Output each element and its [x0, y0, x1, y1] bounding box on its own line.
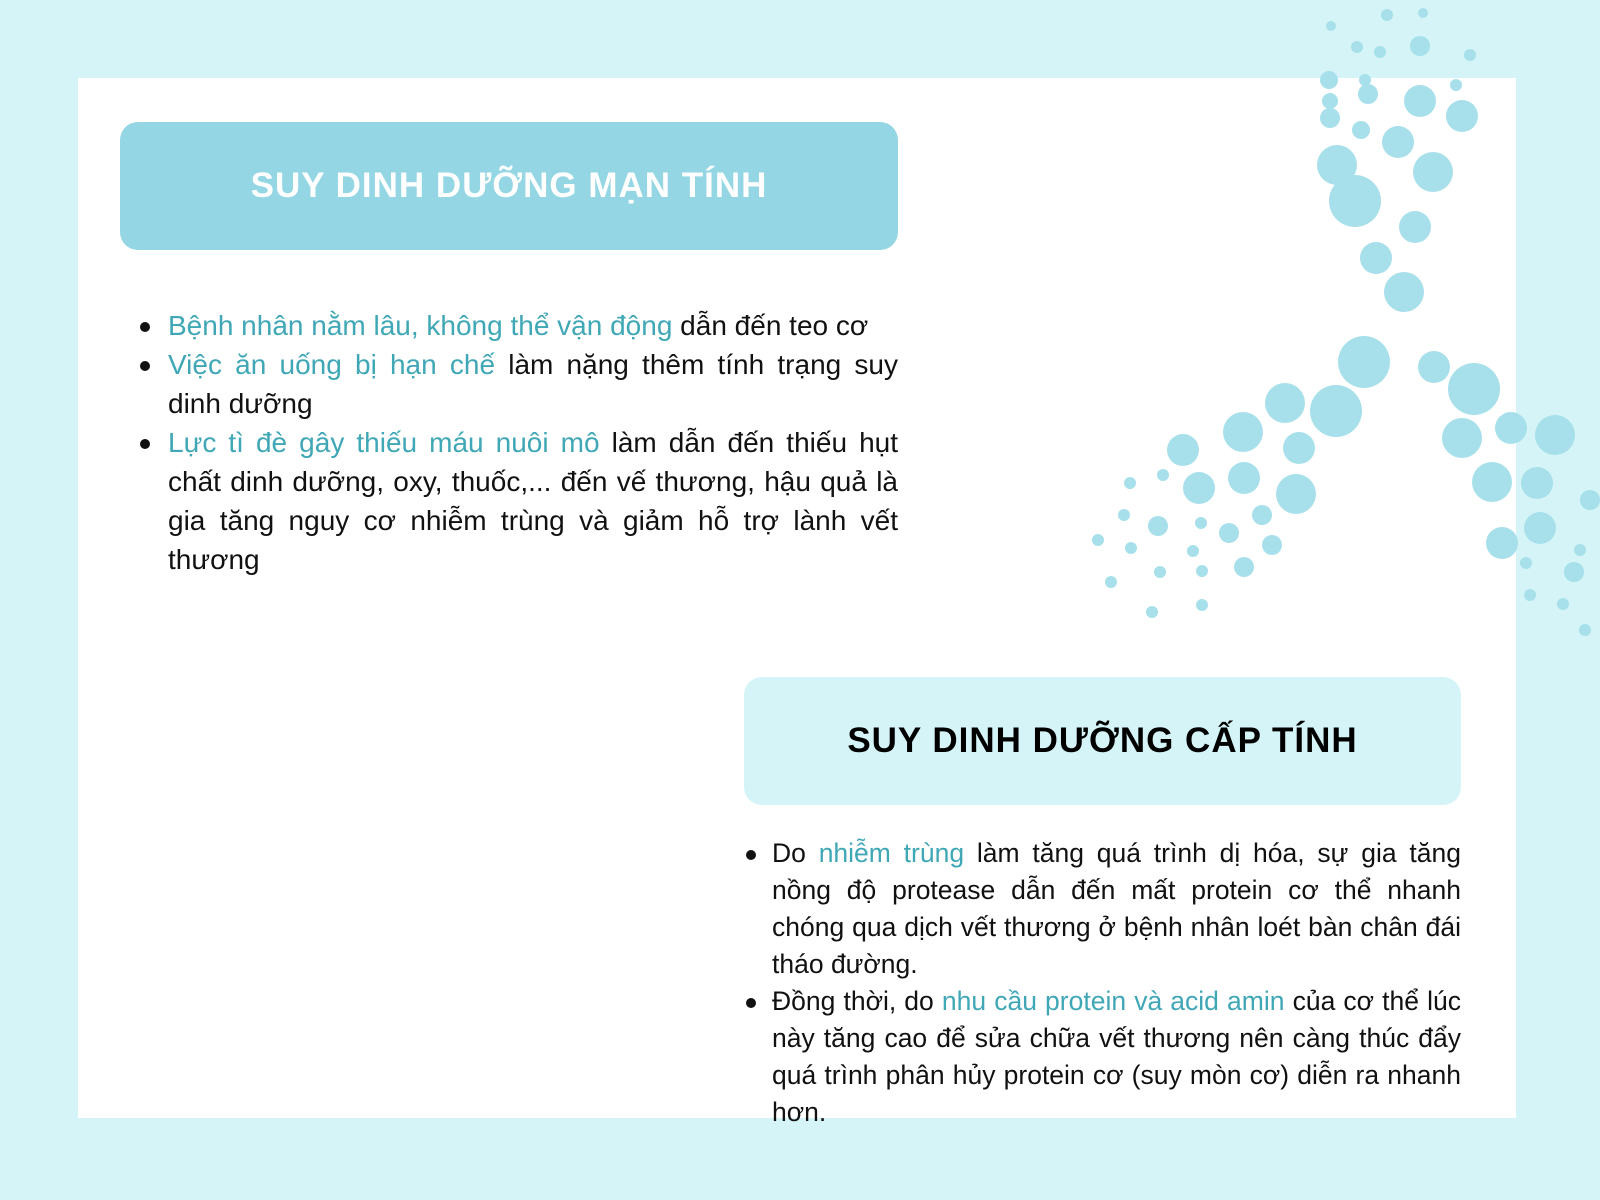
section-chronic-malnutrition	[120, 122, 898, 579]
section-chronic-title: SUY DINH DƯỠNG MẠN TÍNH	[120, 122, 898, 250]
list-item-text: dẫn đến teo cơ	[672, 310, 869, 341]
list-item	[744, 983, 1461, 1131]
list-item-text: của cơ thể lúc này tăng cao để sửa chữa vết thương nên càng thúc đẩy quá trình phân hủy protein cơ (suy mòn cơ) diễn ra nhanh hơn.	[772, 986, 1461, 1127]
list-item-lead: Đồng thời, do	[772, 986, 942, 1016]
list-item	[744, 835, 1461, 983]
list-item	[120, 423, 898, 579]
list-item-highlight: nhiễm trùng	[818, 838, 965, 868]
section-chronic-list	[120, 306, 898, 579]
list-item-lead: Do	[772, 838, 819, 868]
list-item-highlight: nhu cầu protein và acid amin	[941, 986, 1285, 1016]
list-item-highlight: Bệnh nhân nằm lâu, không thể vận động	[168, 310, 673, 341]
list-item-text: làm tăng quá trình dị hóa, sự gia tăng nồng độ protease dẫn đến mất protein cơ thể nhanh chóng qua dịch vết thương ở bệnh nhân loét bàn chân đái tháo đường.	[772, 838, 1461, 979]
list-item-highlight: Việc ăn uống bị hạn chế	[168, 349, 496, 380]
section-acute-list	[744, 835, 1461, 1131]
list-item	[120, 345, 898, 423]
section-acute-malnutrition	[744, 677, 1461, 1131]
list-item-text: làm dẫn đến thiếu hụt chất dinh dưỡng, oxy, thuốc,... đến vế thương, hậu quả là gia tăng nguy cơ nhiễm trùng và giảm hỗ trợ lành vết thương	[168, 427, 898, 575]
list-item	[120, 306, 898, 345]
section-acute-title: SUY DINH DƯỠNG CẤP TÍNH	[744, 677, 1461, 805]
list-item-highlight: Lực tì đè gây thiếu máu nuôi mô	[168, 427, 600, 458]
list-item-text: làm nặng thêm tính trạng suy dinh dưỡng	[168, 349, 898, 419]
